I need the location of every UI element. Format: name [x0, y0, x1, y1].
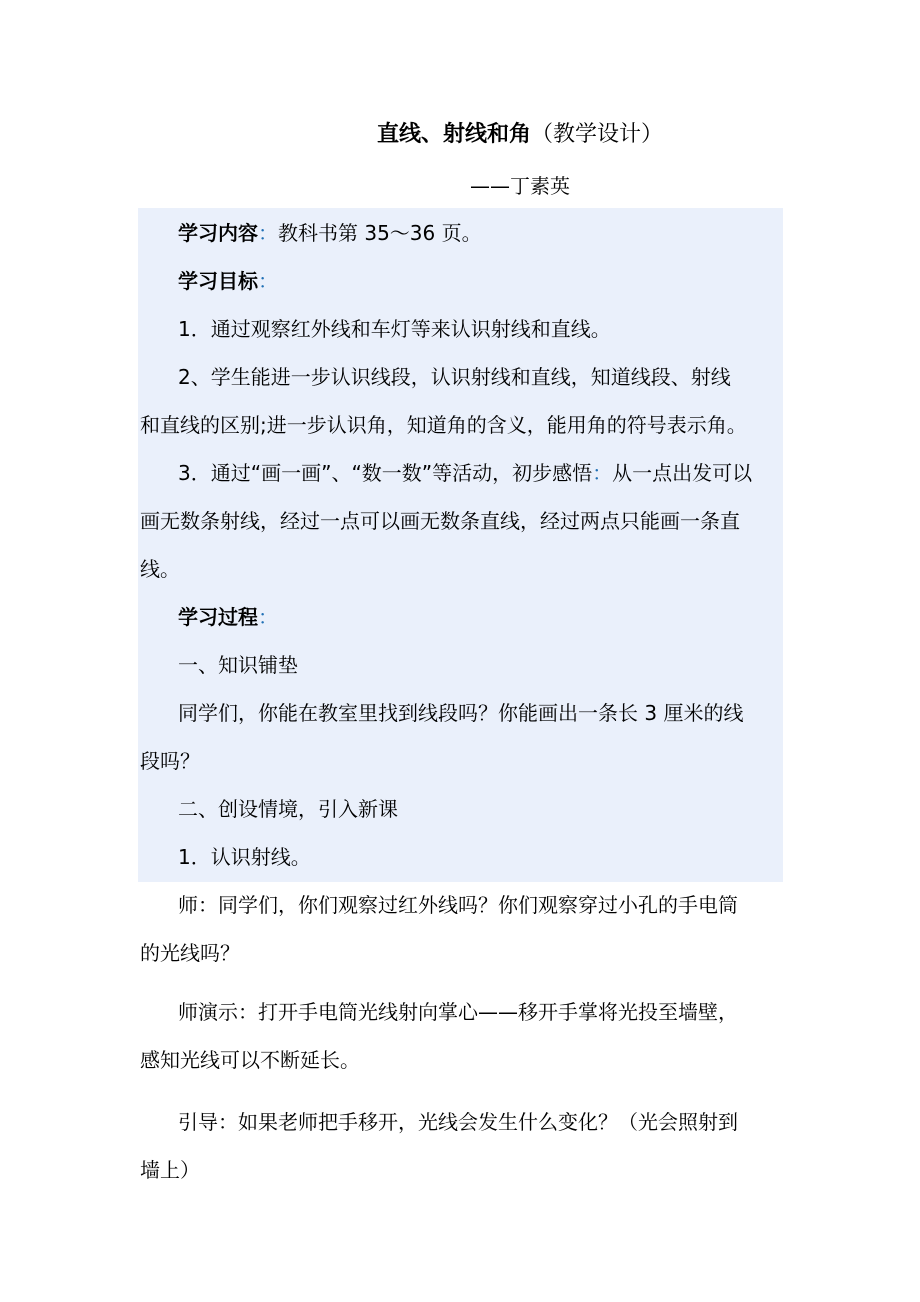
- document-title: [0, 120, 920, 150]
- section-1-text-line-1: 同学们，你能在教室里找到线段吗？你能画出一条长 3 厘米的线: [178, 701, 744, 725]
- goal-1: 1．通过观察红外线和车灯等来认识射线和直线。: [178, 317, 611, 341]
- goal-3-line-1-b: 从一点出发可以: [612, 461, 753, 485]
- goal-3-line-2: 画无数条射线，经过一点可以画无数条直线，经过两点只能画一条直: [140, 509, 740, 533]
- goals-label: 学习目标: [178, 269, 258, 293]
- learning-content: [140, 219, 785, 247]
- section-2-item-1: 1．认识射线。: [178, 845, 311, 869]
- highlighted-section: [138, 208, 783, 882]
- goal-2-line-1: 2、学生能进一步认识线段，认识射线和直线，知道线段、射线: [178, 365, 731, 389]
- process-label: 学习过程: [178, 605, 258, 629]
- goal-2-line-2: 和直线的区别;进一步认识角，知道角的含义，能用角的符号表示角。: [140, 413, 747, 437]
- title-suffix: （教学设计）: [531, 122, 664, 147]
- section-1-text-line-2: 段吗？: [140, 749, 200, 773]
- author-line: ——丁素英: [470, 174, 570, 198]
- content-value: 教科书第 35～36 页。: [278, 221, 482, 245]
- content-colon: ：: [258, 221, 278, 245]
- teacher-question-line-2: 的光线吗？: [140, 941, 240, 965]
- section-2-heading: 二、创设情境，引入新课: [178, 797, 398, 821]
- section-1-heading: 一、知识铺垫: [178, 653, 298, 677]
- goal-3-line-1: [140, 459, 785, 487]
- title-main: 直线、射线和角: [376, 122, 531, 147]
- teacher-question-line-1: 师：同学们，你们观察过红外线吗？你们观察穿过小孔的手电筒: [178, 893, 738, 917]
- learning-process-heading: [140, 603, 785, 631]
- content-label: 学习内容: [178, 221, 258, 245]
- teacher-demo-line-2: 感知光线可以不断延长。: [140, 1048, 360, 1072]
- learning-goals-heading: [140, 267, 785, 295]
- guide-line-1: 引导：如果老师把手移开，光线会发生什么变化？（光会照射到: [178, 1110, 738, 1134]
- guide-line-2: 墙上）: [140, 1158, 200, 1182]
- goals-colon: ：: [258, 269, 278, 293]
- process-colon: ：: [258, 605, 278, 629]
- teacher-demo-line-1: 师演示：打开手电筒光线射向掌心——移开手掌将光投至墙壁，: [178, 1000, 738, 1024]
- goal-3-line-1-a: 3．通过“画一画”、“数一数”等活动，初步感悟: [178, 461, 593, 485]
- goal-3-colon: ：: [592, 461, 613, 485]
- goal-3-line-3: 线。: [140, 557, 180, 581]
